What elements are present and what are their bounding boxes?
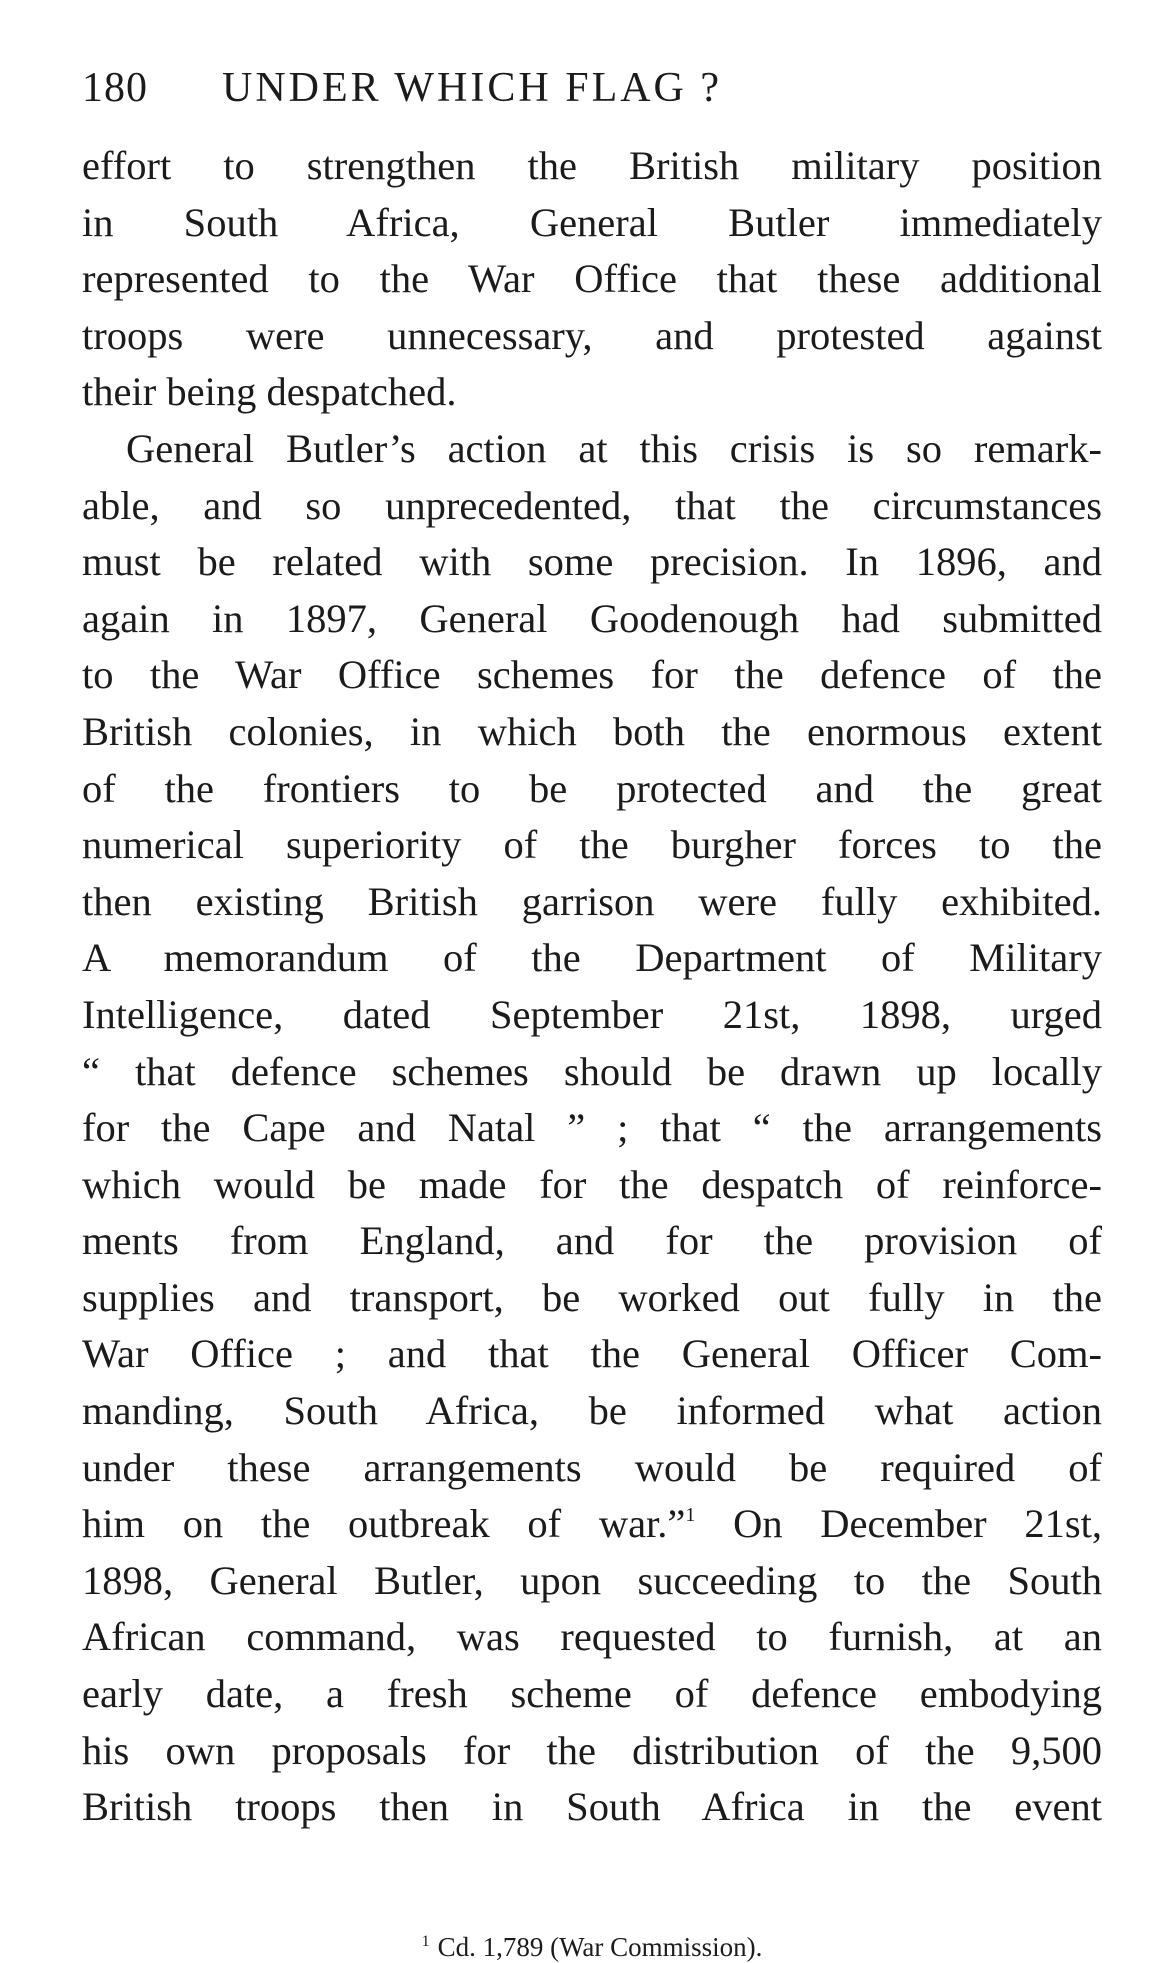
- text-line: supplies and transport, be worked out fully in the: [82, 1274, 1102, 1320]
- text-fragment: On December 21st,: [695, 1501, 1102, 1547]
- text-line: early date, a fresh scheme of defence embodying: [82, 1671, 1102, 1717]
- text-line: under these arrangements would be required of: [82, 1444, 1102, 1490]
- text-line: which would be made for the despatch of reinforce-: [82, 1161, 1102, 1207]
- text-line: in South Africa, General Butler immediately: [82, 199, 1102, 245]
- book-page: [82, 64, 1102, 1962]
- text-line: “ that defence schemes should be drawn up locally: [82, 1048, 1102, 1094]
- text-line: effort to strengthen the British military position: [82, 143, 1102, 188]
- text-line: Intelligence, dated September 21st, 1898, urged: [82, 991, 1102, 1037]
- footnote-mark: 1: [421, 1933, 430, 1950]
- text-fragment: him on the outbreak of war.”: [82, 1501, 686, 1547]
- text-line: then existing British garrison were fully exhibited.: [82, 878, 1102, 924]
- text-line: troops were unnecessary, and protested against: [82, 312, 1102, 358]
- paragraph-1: [82, 138, 1102, 421]
- text-line: African command, was requested to furnish, at an: [82, 1614, 1102, 1660]
- text-line: General Butler’s action at this crisis is so remark-: [126, 425, 1102, 471]
- text-line: for the Cape and Natal ” ; that “ the arrangements: [82, 1105, 1102, 1151]
- text-line: able, and so unprecedented, that the circumstances: [82, 482, 1102, 528]
- text-line: War Office ; and that the General Officer Com-: [82, 1331, 1102, 1377]
- text-line: represented to the War Office that these additional: [82, 256, 1102, 302]
- text-line: ments from England, and for the provision of: [82, 1218, 1102, 1264]
- text-line: their being despatched.: [82, 369, 457, 415]
- running-title: UNDER WHICH FLAG ?: [222, 65, 723, 111]
- text-line: again in 1897, General Goodenough had submitted: [82, 595, 1102, 641]
- body-text: [82, 138, 1102, 1836]
- text-line: British troops then in South Africa in the event: [82, 1784, 1102, 1830]
- text-line: manding, South Africa, be informed what action: [82, 1388, 1102, 1434]
- text-line: must be related with some precision. In 1896, and: [82, 539, 1102, 585]
- footnote: [82, 1932, 1102, 1963]
- page-number: 180: [82, 65, 148, 111]
- text-line: A memorandum of the Department of Military: [82, 935, 1102, 981]
- running-head: [82, 64, 1102, 124]
- footnote-reference[interactable]: 1: [685, 1504, 696, 1527]
- text-line-with-note: [82, 1496, 1102, 1553]
- footnote-text: Cd. 1,789 (War Commission).: [437, 1932, 763, 1962]
- text-line: to the War Office schemes for the defence of the: [82, 652, 1102, 698]
- text-line: his own proposals for the distribution of the 9,500: [82, 1727, 1102, 1773]
- text-line: 1898, General Butler, upon succeeding to the South: [82, 1557, 1102, 1603]
- text-line: of the frontiers to be protected and the great: [82, 765, 1102, 811]
- text-line: British colonies, in which both the enormous extent: [82, 708, 1102, 754]
- text-line: numerical superiority of the burgher forces to the: [82, 822, 1102, 868]
- paragraph-2: [82, 421, 1102, 1836]
